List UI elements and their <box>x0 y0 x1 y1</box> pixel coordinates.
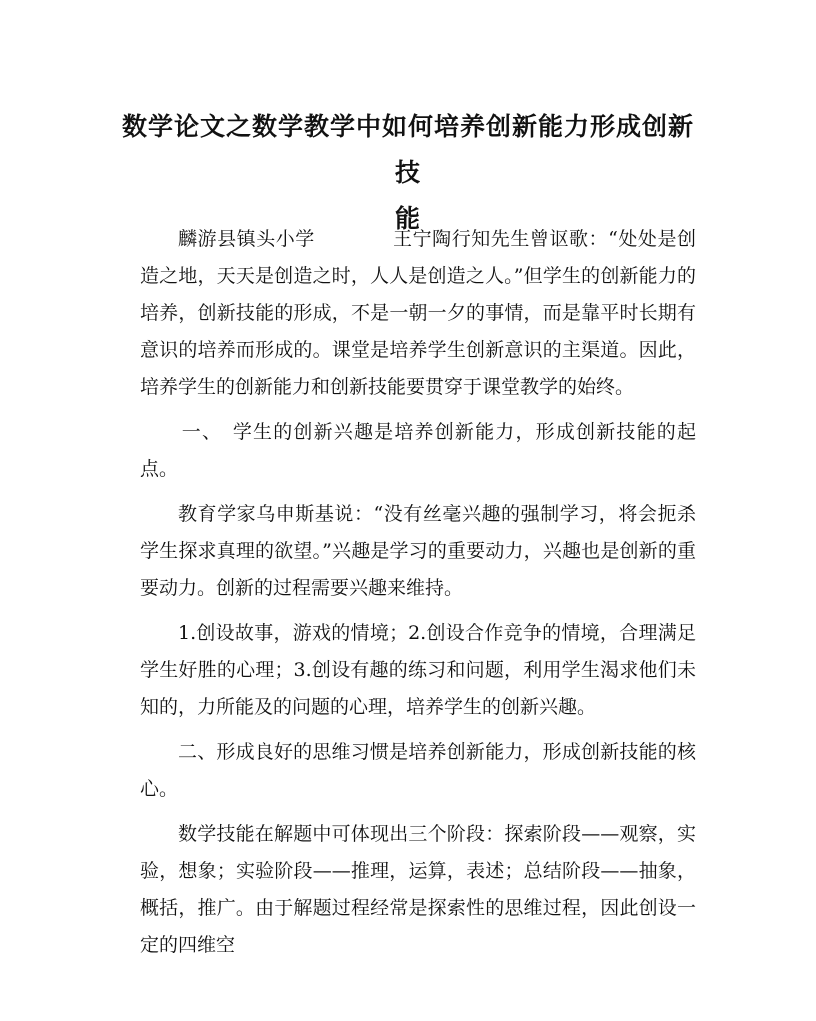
title-line-2: 能 <box>394 204 421 233</box>
section-heading-2: 二、形成良好的思维习惯是培养创新能力，形成创新技能的核心。 <box>140 741 696 800</box>
paragraph-interest: 教育学家乌申斯基说：“没有丝毫兴趣的强制学习，将会扼杀学生探求真理的欲望。”兴趣是学习的重要动力，兴趣也是创新的重要动力。创新的过程需要兴趣来维持。 <box>140 503 696 599</box>
document-body <box>140 221 696 972</box>
title-line-1: 数学论文之数学教学中如何培养创新能力形成创新技 <box>121 112 694 187</box>
section-heading-1: 一、 学生的创新兴趣是培养创新能力，形成创新技能的起点。 <box>140 421 696 480</box>
paragraph-intro: 麟游县镇头小学 王宁陶行知先生曾讴歌：“处处是创造之地，天天是创造之时，人人是创造之人。”但学生的创新能力的培养，创新技能的形成，不是一朝一夕的事情，而是靠平时长期有意识的培养而形成的。课堂是培养学生创新意识的主渠道。因此，培养学生的创新能力和创新技能要贯穿于课堂教学的始终。 <box>140 228 696 398</box>
paragraph-skills: 数学技能在解题中可体现出三个阶段：探索阶段——观察，实验，想象；实验阶段——推理，运算，表述；总结阶段——抽象，概括，推广。由于解题过程经常是探索性的思维过程，因此创设一定的四维空 <box>140 823 696 956</box>
paragraph-methods: 1.创设故事，游戏的情境；2.创设合作竞争的情境，合理满足学生好胜的心理；3.创设有趣的练习和问题，利用学生渴求他们未知的，力所能及的问题的心理，培养学生的创新兴趣。 <box>140 622 696 718</box>
